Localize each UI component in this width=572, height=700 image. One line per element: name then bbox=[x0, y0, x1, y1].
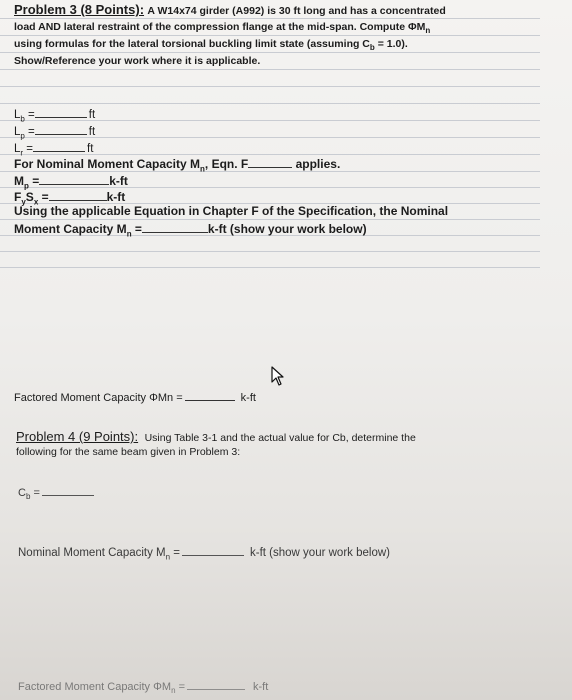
factored-p3-blank[interactable] bbox=[185, 388, 235, 401]
eqn-blank[interactable] bbox=[248, 155, 292, 168]
nominal-eqn-row: For Nominal Moment Capacity $M_n$, Eqn. F applies. bbox=[14, 157, 341, 174]
grid-line bbox=[0, 18, 540, 19]
lr-blank[interactable] bbox=[33, 139, 85, 152]
using-line2: Moment Capacity $M_n = k-ft$ (show your work below) bbox=[14, 222, 367, 239]
grid-line bbox=[0, 103, 540, 104]
grid-line bbox=[0, 69, 540, 70]
cb-blank[interactable] bbox=[42, 483, 94, 496]
lp-blank[interactable] bbox=[35, 122, 87, 135]
problem4-heading: Problem 4 (9 Points): bbox=[16, 429, 139, 444]
problem3-text-1: A W14x74 girder (A992) is 30 ft long and has a concentrated bbox=[147, 5, 446, 17]
problem4-line1: Problem 4 (9 Points): Using Table 3-1 and the actual value for Cb, determine the bbox=[16, 429, 416, 444]
factored-p4-blank[interactable] bbox=[187, 677, 245, 690]
grid-line bbox=[0, 86, 540, 87]
lb-blank[interactable] bbox=[35, 105, 87, 118]
using-line1: Using the applicable Equation in Chapter F of the Specification, the Nominal bbox=[14, 204, 449, 218]
problem4-line2: following for the same beam given in Problem 3: bbox=[16, 446, 241, 458]
problem3-line2: load AND lateral restraint of the compression flange at the mid-span. Compute $\Phi M_n$ bbox=[14, 21, 431, 36]
lb-row: $L_b$ = ft bbox=[14, 105, 572, 123]
cb-row: $C_b$ = bbox=[18, 483, 572, 501]
problem3-line1 bbox=[14, 2, 572, 17]
nominal-p4-blank[interactable] bbox=[182, 543, 244, 556]
mn-blank[interactable] bbox=[142, 220, 208, 233]
grid-line bbox=[0, 35, 540, 36]
grid-line bbox=[0, 267, 540, 268]
lr-row: $L_r$ = ft bbox=[14, 139, 572, 157]
mp-row: $M_p = k-ft$ bbox=[14, 174, 128, 191]
fysx-blank[interactable] bbox=[49, 188, 107, 201]
problem3-line4: Show/Reference your work where it is applicable. bbox=[14, 55, 261, 67]
mp-blank[interactable] bbox=[39, 172, 109, 185]
grid-line bbox=[0, 52, 540, 53]
mouse-pointer-icon bbox=[270, 366, 286, 386]
grid-line bbox=[0, 251, 540, 252]
factored-p3-row: Factored Moment Capacity ΦMn = k-ft bbox=[14, 388, 572, 404]
problem3-line3: using formulas for the lateral torsional buckling limit state (assuming $C_b = 1.0$). bbox=[14, 38, 408, 53]
lp-row: $L_p$ = ft bbox=[14, 122, 572, 140]
nominal-p4-row: Nominal Moment Capacity $M_n = k-ft$ (show your work below) bbox=[18, 543, 572, 561]
fysx-row: $F_yS_x = k-ft$ bbox=[14, 190, 126, 207]
factored-p4-row: Factored Moment Capacity $\Phi M_n = k-ft$ bbox=[18, 677, 572, 695]
problem3-heading: Problem 3 (8 Points): bbox=[14, 2, 145, 17]
